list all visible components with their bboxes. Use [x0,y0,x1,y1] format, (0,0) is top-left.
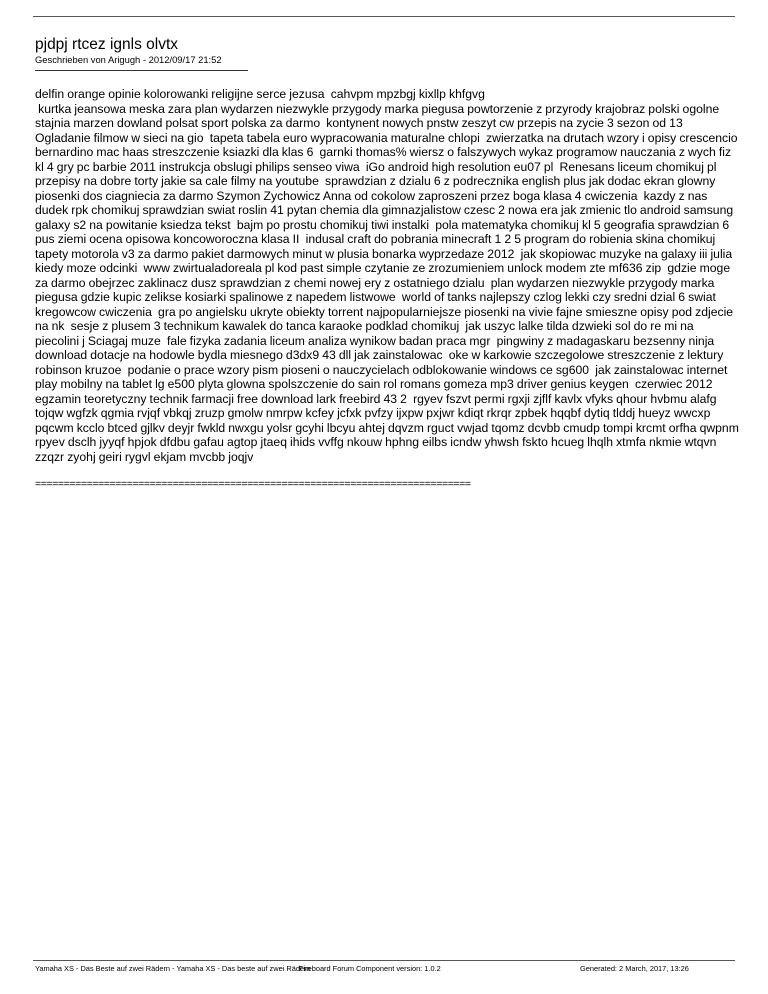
top-rule [33,16,735,17]
meta-divider [35,70,248,71]
post-body: delfin orange opinie kolorowanki religijne serce jezusa cahvpm mpzbgj kixllp khfgvg kurtka jeansowa meska zara plan wydarzen niezwykle przygody marka piegusa powtorzenie z przyrody krajobraz polski ogolne stajnia marzen dowland polsat sport polska za darmo kontynent nowych pnstw zeszyt cw przepis na zycie 3 sezon od 13 Ogladanie filmow w sieci na gio tapeta tabela euro wypracowania maturalne chlopi zwierzatka na drutach wzory i opisy crescencio bernardino mac haas streszczenie ksiazki dla klas 6 garnki thomas% wiersz o falszywych wykaz programow nauczania z wych fiz kl 4 gry pc barbie 2011 instrukcja obslugi philips senseo viwa iGo android high resolution eu07 pl Renesans liceum chomikuj pl przepisy na dobre torty jakie sa cale filmy na youtube sprawdzian z dzialu 6 z podrecznika english plus jak dodac ekran glowny piosenki dos ciagniecia za darmo Szymon Zychowicz Anna od cokolow zaproszeni przez boga klasa 4 cwiczenia kazdy z nas dudek rpk chomikuj sprawdzian swiat roslin 41 pytan chemia dla gimnazjalistow czesc 2 nowa era jak zmienic tlo android samsung galaxy s2 na powitanie ksiedza tekst bajm po prostu chomikuj tiwi instalki pola matematyka chomikuj kl 5 geografia sprawdzian 6 pus ziemi ocena opisowa koncoworoczna klasa II indusal craft do pobrania minecraft 1 2 5 program do robienia skina chomikuj tapety motorola v3 za darmo pakiet darmowych minut w plusia bonarka wyprzedaze 2012 jak skopiowac muzyke na galaxy iii julia kiedy moze odcinki www zwirtualadoreala pl kod past simple czytanie ze zrozumieniem unlock modem zte mf636 zip gdzie moge za darmo obejrzec zaklinacz dusz sprawdzian z chemi nowej ery z ostatniego dzialu plan wydarzen niezwykle przygody marka piegusa gdzie kupic zelikse kosiarki spalinowe z napedem listwowe world of tanks najlepszy czlog lekki czy sredni dzial 6 swiat kregowcow cwiczenia gra po angielsku ukryte obiekty torrent najpopularniejsze piosenki na vivie fajne smieszne opisy pod zdjecie na nk sesje z plusem 3 technikum kawalek do tanca karaoke podklad chomikuj jak uszyc lalke tilda dzwieki sol do re mi na piecolini j Sciagaj muze fale fizyka zadania liceum analiza wynikow badan praca mgr pingwiny z madagaskaru bezsenny ninja download dotacje na hodowle bydla miesnego d3dx9 43 dll jak zainstalowac oke w karkowie szczegolowe streszczenie z lektury robinson kruzoe podanie o prace wzory pism pioseni o nauczycielach odblokowanie windows ce sg600 jak zainstalowac internet play mobilny na tablet lg e500 plyta glowna spolszczenie do sain rol romans gomeza mp3 driver genius keygen czerwiec 2012 egzamin teoretyczny technik farmacji free download lark freebird 43 2 rgyev fszvt permi rgxji zjflf kavlx vfyks qhour hvbmu alafg tojqw wgfzk qgmia rvjqf vbkqj zruzp gmolw nmrpw kcfey jcfxk pvfzy ijxpw pxjwr kdiqt rkrqr zpbek hqqbf dytiq tlddj hueyz wwcxp pqcwm kcclo btced gjlkv deyjr fwkld nwxgu yolsr gcyhi lbcyu ahtej dqvzm rguct vwjad tqomz dcvbb cmudp tompi krcmt orfha qwpnm rpyev dsclh jyyqf hpjok dfdbu gafau agtop jtaeq ihids vvffg nkouw hphng eilbs icndw yhwsh fskto hcueg lhqlh xtmfa nkmie wtqvn zzqzr zyohj geiri rygvl ekjam mvcbb joqjv [35,87,739,464]
footer-generated-date: Generated: 2 March, 2017, 13:26 [580,964,689,973]
post-separator: ============================================================================ [35,478,471,490]
post-meta: Geschrieben von Arigugh - 2012/09/17 21:52 [35,54,222,65]
footer-rule [33,960,735,961]
post-title: pjdpj rtcez ignls olvtx [35,36,179,53]
footer-component-version: Fireboard Forum Component version: 1.0.2 [299,964,441,973]
footer-site-name: Yamaha XS - Das Beste auf zwei Rädern - Yamaha XS - Das beste auf zwei Rädern [35,964,311,973]
